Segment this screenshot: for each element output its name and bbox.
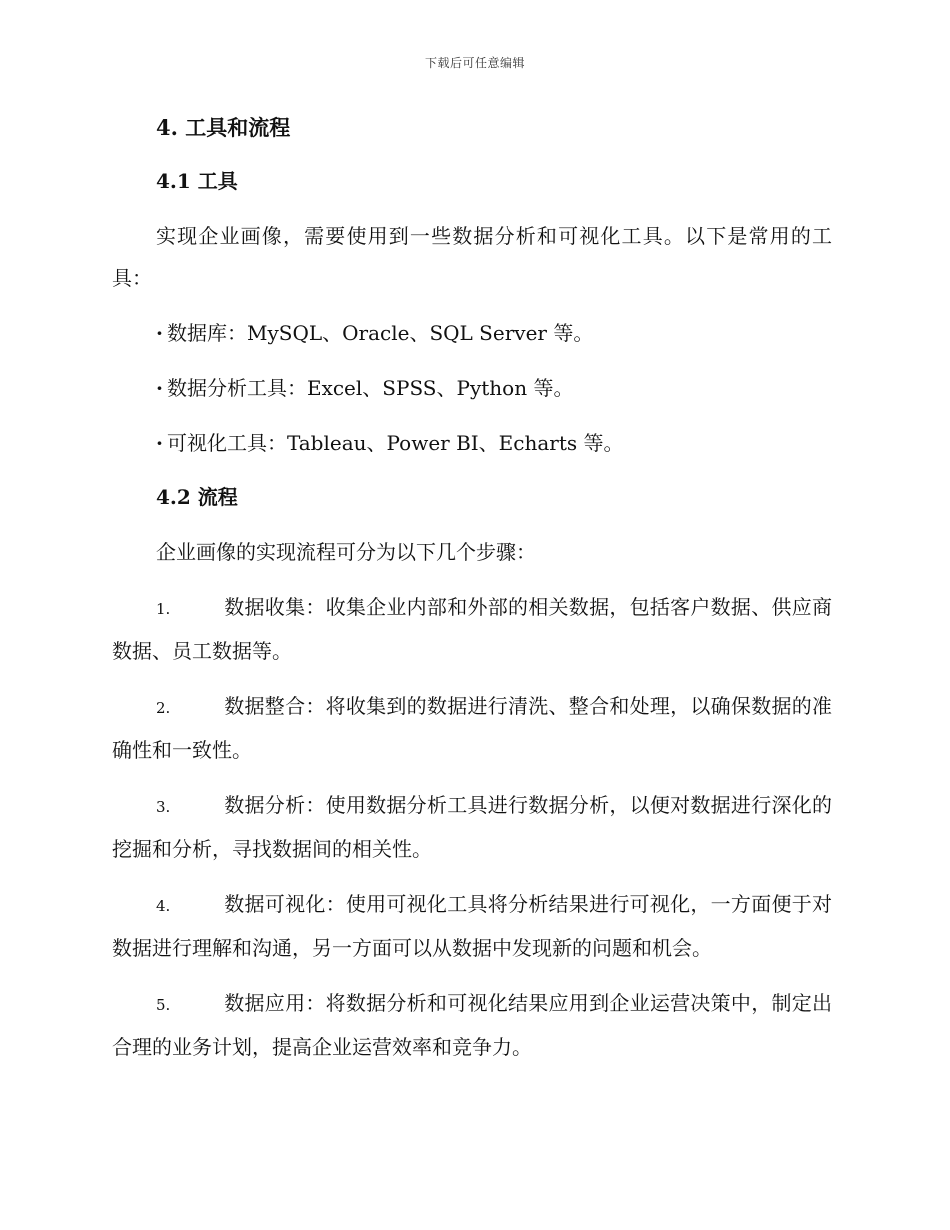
- tool-item-visualization: [112, 422, 832, 464]
- step-text: 数据应用：将数据分析和可视化结果应用到企业运营决策中，制定出合理的业务计划，提高企业运营效率和竞争力。: [112, 991, 832, 1059]
- step-number: 2.: [156, 699, 171, 717]
- step-text: 数据分析：使用数据分析工具进行数据分析，以便对数据进行深化的挖掘和分析，寻找数据间的相关性。: [112, 793, 832, 861]
- process-step-1: [112, 586, 832, 672]
- bullet-marker: ·: [156, 376, 163, 400]
- bullet-marker: ·: [156, 431, 163, 455]
- process-step-3: [112, 784, 832, 870]
- tools-heading: 4.1 工具: [156, 169, 238, 193]
- document-body: [112, 108, 832, 1068]
- tool-item-analysis: [112, 367, 832, 409]
- page-header: 下载后可任意编辑: [424, 56, 525, 70]
- bullet-marker: ·: [156, 321, 163, 345]
- process-step-2: [112, 685, 832, 771]
- step-number: 5.: [156, 996, 171, 1014]
- section-heading: 4. 工具和流程: [156, 115, 291, 140]
- step-number: 4.: [156, 897, 171, 915]
- process-step-4: [112, 883, 832, 969]
- tool-item-text: 数据库：MySQL、Oracle、SQL Server 等。: [166, 321, 594, 345]
- step-text: 数据可视化：使用可视化工具将分析结果进行可视化，一方面便于对数据进行理解和沟通，另一方面可以从数据中发现新的问题和机会。: [112, 892, 832, 960]
- tool-item-text: 可视化工具：Tableau、Power BI、Echarts 等。: [166, 431, 624, 455]
- process-step-5: [112, 982, 832, 1068]
- step-number: 3.: [156, 798, 171, 816]
- tool-item-database: [112, 312, 832, 354]
- process-intro: 企业画像的实现流程可分为以下几个步骤：: [156, 540, 536, 564]
- tools-intro: 实现企业画像，需要使用到一些数据分析和可视化工具。以下是常用的工具：: [112, 224, 832, 290]
- step-text: 数据收集：收集企业内部和外部的相关数据，包括客户数据、供应商数据、员工数据等。: [112, 595, 832, 663]
- step-text: 数据整合：将收集到的数据进行清洗、整合和处理，以确保数据的准确性和一致性。: [112, 694, 832, 762]
- tool-item-text: 数据分析工具：Excel、SPSS、Python 等。: [166, 376, 574, 400]
- step-number: 1.: [156, 600, 171, 618]
- process-heading: 4.2 流程: [156, 485, 238, 509]
